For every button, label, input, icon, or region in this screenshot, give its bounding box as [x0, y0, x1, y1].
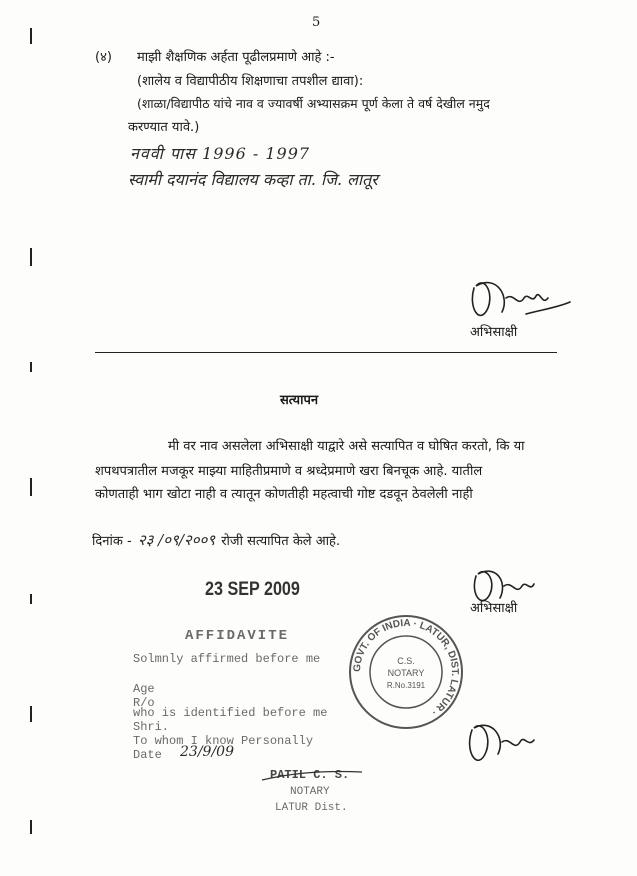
date-stamp: 23 SEP 2009: [205, 579, 300, 600]
affidavit-stamp-title: AFFIDAVITE: [185, 628, 290, 644]
notary-seal: [346, 612, 466, 732]
margin-mark: [30, 478, 32, 496]
affidavit-stamp-line: R/o: [133, 696, 155, 710]
section-heading: माझी शैक्षणिक अर्हता पूढीलप्रमाणे आहे :-: [137, 50, 335, 65]
section-line: (शालेय व विद्यापीठीय शिक्षणाचा तपशील द्यावा):: [137, 74, 364, 89]
margin-mark: [30, 820, 32, 834]
affidavit-stamp-line: Age: [133, 682, 155, 696]
page-number: 5: [312, 15, 321, 30]
verification-line: कोणताही भाग खोटा नाही व त्यातून कोणतीही महत्वाची गोष्ट दडवून ठेवलेली नाही: [95, 487, 473, 502]
affidavit-stamp-line: Shri.: [133, 720, 170, 734]
margin-mark: [30, 706, 32, 722]
margin-mark: [30, 594, 32, 604]
notary-place: LATUR Dist.: [275, 802, 348, 814]
verification-title: सत्यापन: [280, 393, 319, 408]
date-line: [92, 530, 340, 550]
section-line: करण्यात यावे.): [128, 120, 200, 135]
signature: [462, 712, 542, 782]
handwritten-school: स्वामी दयानंद विद्यालय कव्हा ता. जि. लातूर: [128, 170, 378, 189]
handwritten-education: नववी पास 1996 - 1997: [130, 144, 311, 163]
date-label: दिनांक -: [92, 534, 132, 549]
affidavit-stamp-line: To whom I know Personally: [133, 734, 314, 748]
section-number: (४): [95, 50, 112, 65]
margin-mark: [30, 28, 32, 44]
notary-name: PATIL C. S.: [270, 768, 350, 782]
verification-line: मी वर नाव असलेला अभिसाक्षी याद्वारे असे सत्यापित व घोषित करतो, कि या: [168, 439, 525, 454]
seal-outer-text: GOVT. OF INDIA · LATUR, DIST. LATUR ·: [351, 617, 461, 718]
seal-inner-text: R.No.3191: [386, 681, 426, 690]
verification-line: शपथपत्रातील मजकूर माझ्या माहितीप्रमाणे व श्रध्देप्रमाणे खरा बिनचूक आहे. यातील: [95, 464, 483, 479]
divider: [95, 352, 557, 353]
affidavit-stamp-line: who is identified before me: [133, 706, 328, 720]
deponent-label: अभिसाक्षी: [470, 325, 518, 340]
seal-inner-text: NOTARY: [387, 668, 425, 678]
affidavit-stamp-date: 23/9/09: [180, 744, 234, 760]
margin-mark: [30, 362, 32, 372]
margin-mark: [30, 248, 32, 266]
affidavit-stamp-line: Solmnly affirmed before me: [133, 652, 321, 666]
affidavit-stamp-line: Date: [133, 748, 162, 762]
section-line: (शाळा/विद्यापीठ यांचे नाव व ज्यावर्षी अभ्यासक्रम पूर्ण केला ते वर्ष देखील नमुद: [137, 96, 490, 111]
notary-title: NOTARY: [290, 786, 330, 798]
notary-signature: [258, 758, 368, 788]
date-suffix: रोजी सत्यापित केले आहे.: [221, 534, 341, 549]
deponent-label: अभिसाक्षी: [470, 601, 518, 616]
seal-inner-text: C.S.: [397, 656, 415, 666]
date-value: २३ /०९/२००९: [137, 531, 216, 549]
